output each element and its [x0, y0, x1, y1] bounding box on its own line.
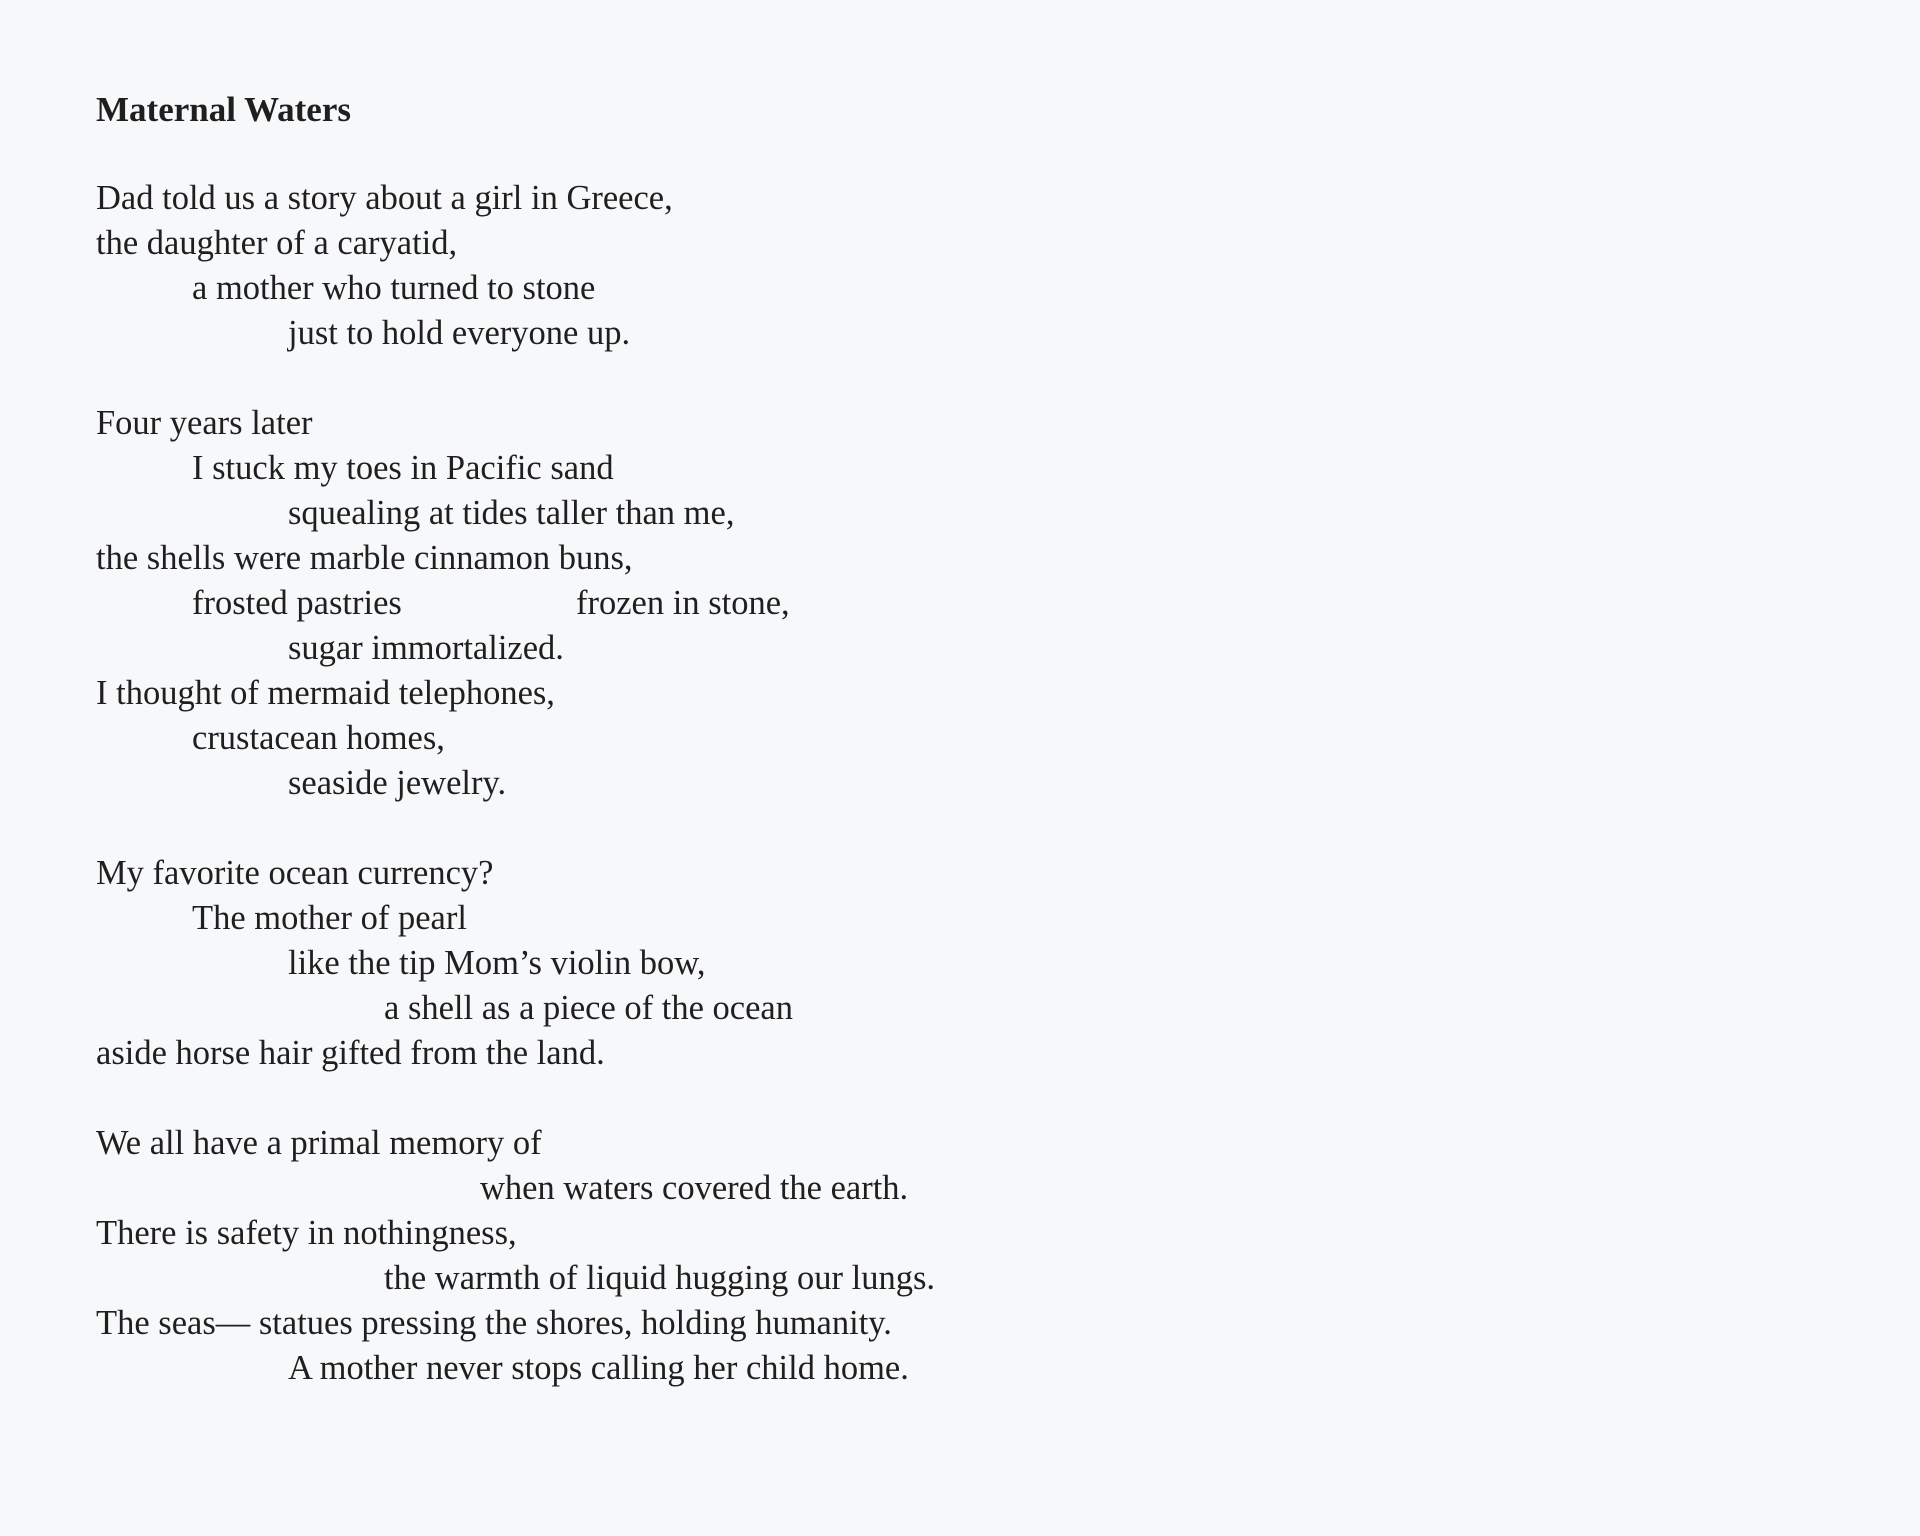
poem-line: I thought of mermaid telephones,: [96, 674, 555, 712]
poem-line: the daughter of a caryatid,: [96, 224, 458, 262]
poem-line: sugar immortalized.: [288, 629, 564, 667]
poem-line: frosted pastries: [192, 584, 402, 622]
poem-line: Four years later: [96, 404, 313, 442]
poem-line: seaside jewelry.: [288, 764, 507, 802]
poem-line: the shells were marble cinnamon buns,: [96, 539, 633, 577]
poem-line: I stuck my toes in Pacific sand: [192, 449, 614, 487]
poem-line: crustacean homes,: [192, 719, 445, 757]
poem-line: like the tip Mom’s violin bow,: [288, 944, 706, 982]
poem-line: frozen in stone,: [576, 584, 790, 622]
poem-line: A mother never stops calling her child home.: [288, 1349, 909, 1387]
poem-line: when waters covered the earth.: [480, 1169, 909, 1207]
poem-line: We all have a primal memory of: [96, 1124, 542, 1162]
poem-line: The seas— statues pressing the shores, holding humanity.: [96, 1304, 892, 1342]
poem-line: a shell as a piece of the ocean: [384, 989, 793, 1027]
poem-line: My favorite ocean currency?: [96, 854, 494, 892]
poem-title: Maternal Waters: [96, 90, 351, 129]
poem-line: There is safety in nothingness,: [96, 1214, 517, 1252]
poem-line: aside horse hair gifted from the land.: [96, 1034, 605, 1072]
poem-line: just to hold everyone up.: [288, 314, 631, 352]
poem-line: squealing at tides taller than me,: [288, 494, 735, 532]
poem-line: Dad told us a story about a girl in Greece,: [96, 179, 673, 217]
poem-line: a mother who turned to stone: [192, 269, 596, 307]
poem-line: The mother of pearl: [192, 899, 467, 937]
poem-line: the warmth of liquid hugging our lungs.: [384, 1259, 935, 1297]
